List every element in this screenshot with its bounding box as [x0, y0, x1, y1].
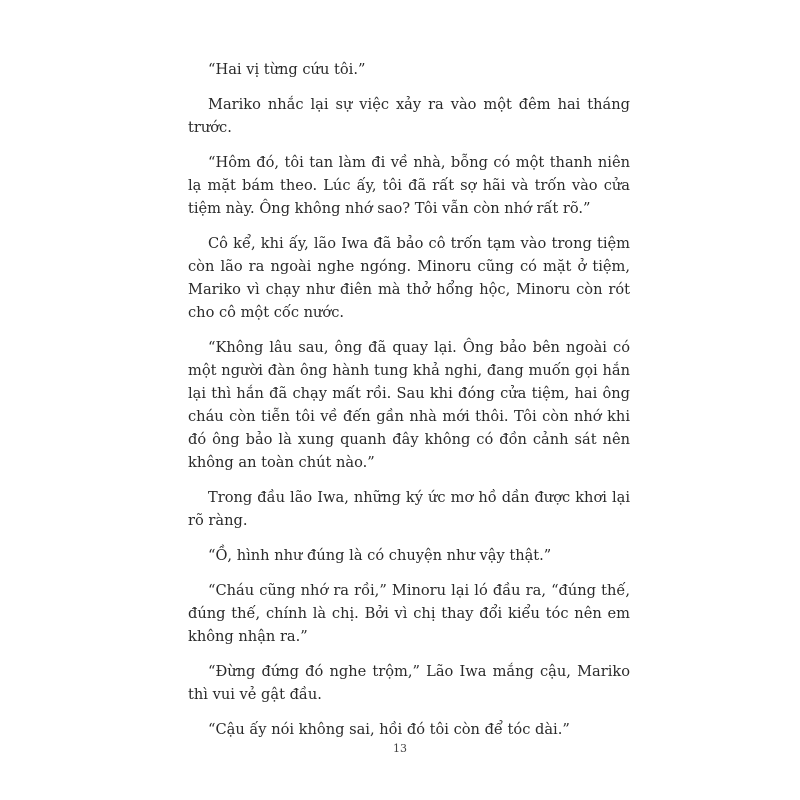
paragraph-5: “Không lâu sau, ông đã quay lại. Ông bảo bên ngoài có một người đàn ông hành tung khả nghi, đang muốn gọi hắn lại thì hắn đã chạy mất rồi. Sau khi đóng cửa tiệm, hai ông cháu còn tiễn tôi về đến gần nhà mới thôi. Tôi còn nhớ khi đó ông bảo là xung quanh đây không có đồn cảnh sát nên không an toàn chút nào.”: [188, 339, 630, 471]
body-text: [188, 58, 630, 753]
paragraph-6: Trong đầu lão Iwa, những ký ức mơ hồ dần được khơi lại rõ ràng.: [188, 489, 630, 529]
page-number: 13: [393, 742, 407, 755]
paragraph-1: “Hai vị từng cứu tôi.”: [208, 61, 366, 78]
paragraph-7: “Ồ, hình như đúng là có chuyện như vậy thật.”: [208, 547, 552, 564]
paragraph-9: “Đừng đứng đó nghe trộm,” Lão Iwa mắng cậu, Mariko thì vui vẻ gật đầu.: [188, 663, 630, 703]
paragraph-8: “Cháu cũng nhớ ra rồi,” Minoru lại ló đầu ra, “đúng thế, đúng thế, chính là chị. Bởi vì chị thay đổi kiểu tóc nên em không nhận ra.”: [188, 582, 630, 645]
paragraph-4: Cô kể, khi ấy, lão Iwa đã bảo cô trốn tạm vào trong tiệm còn lão ra ngoài nghe ngóng. Minoru cũng có mặt ở tiệm, Mariko vì chạy như điên mà thở hổng hộc, Minoru còn rót cho cô một cốc nước.: [188, 235, 630, 321]
paragraph-2: Mariko nhắc lại sự việc xảy ra vào một đêm hai tháng trước.: [188, 96, 630, 136]
paragraph-3: “Hôm đó, tôi tan làm đi về nhà, bỗng có một thanh niên lạ mặt bám theo. Lúc ấy, tôi đã rất sợ hãi và trốn vào cửa tiệm này. Ông không nhớ sao? Tôi vẫn còn nhớ rất rõ.”: [188, 154, 630, 217]
paragraph-10: “Cậu ấy nói không sai, hồi đó tôi còn để tóc dài.”: [208, 721, 570, 738]
